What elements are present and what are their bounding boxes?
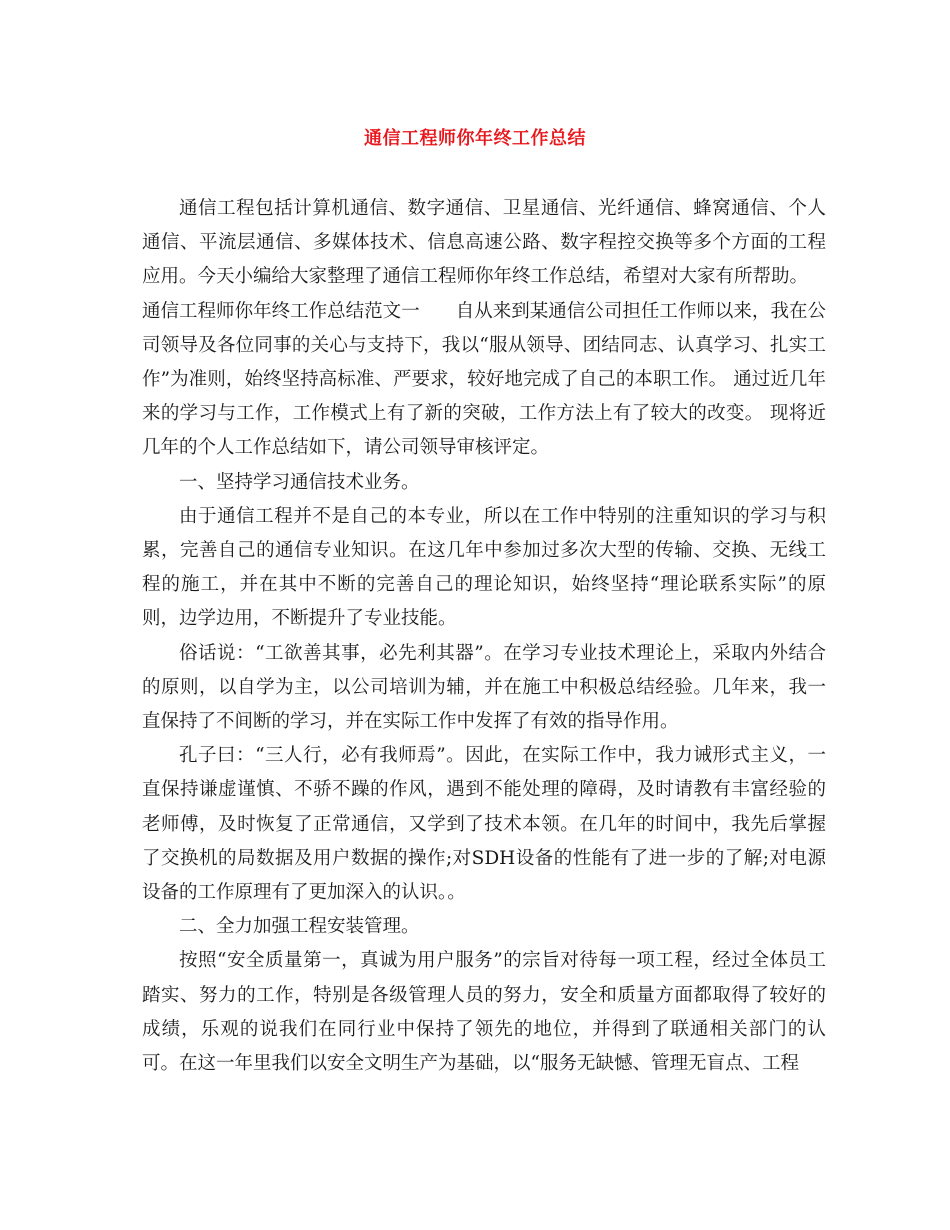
paragraph-heading-2: 二、全力加强工程安装管理。 (179, 916, 420, 938)
sample-heading: 通信工程师你年终工作总结范文一 (142, 300, 420, 322)
document-title: 通信工程师你年终工作总结 (364, 128, 586, 149)
paragraph-management: 按照“安全质量第一，真诚为用户服务”的宗旨对待每一项工程，经过全体员工踏实、努力的工作，特别是各级管理人员的努力，安全和质量方面都取得了较好的成绩，乐观的说我们在同行业中保持了领先的地位，并得到了联通相关部门的认可。在这一年里我们以安全文明生产为基础，以“服务无缺憾、管理无盲点、工程 (142, 950, 826, 1075)
paragraph-intro: 通信工程包括计算机通信、数字通信、卫星通信、光纤通信、蜂窝通信、个人通信、平流层通信、多媒体技术、信息高速公路、数字程控交换等多个方面的工程应用。今天小编给大家整理了通信工程师你年终工作总结，希望对大家有所帮助。 (142, 198, 826, 288)
paragraph-proverb: 俗话说：“工欲善其事，必先利其器”。在学习专业技术理论上，采取内外结合的原则，以自学为主，以公司培训为辅，并在施工中积极总结经验。几年来，我一直保持了不间断的学习，并在实际工作中发挥了有效的指导作用。 (142, 642, 826, 733)
document-body (142, 192, 826, 1081)
paragraph-study: 由于通信工程并不是自己的本专业，所以在工作中特别的注重知识的学习与积累，完善自己的通信专业知识。在这几年中参加过多次大型的传输、交换、无线工程的施工，并在其中不断的完善自己的理论知识，始终坚持“理论联系实际”的原则，边学边用，不断提升了专业技能。 (142, 505, 826, 630)
paragraph-section-heading (142, 295, 826, 466)
paragraph-heading-1: 一、坚持学习通信技术业务。 (179, 471, 420, 493)
paragraph-opening: 自从来到某通信公司担任工作师以来，我在公司领导及各位同事的关心与支持下，我以“服从领导、团结同志、认真学习、扎实工作”为准则，始终坚持高标准、严要求，较好地完成了自己的本职工作。 通过近几年来的学习与工作，工作模式上有了新的突破，工作方法上有了较大的改变。 现将近几年的个人工作总结如下，请公司领导审核评定。 (142, 300, 826, 459)
paragraph-confucius: 孔子曰：“三人行，必有我师焉”。因此，在实际工作中，我力诫形式主义，一直保持谦虚谨慎、不骄不躁的作风，遇到不能处理的障碍，及时请教有丰富经验的老师傅，及时恢复了正常通信，又学到了技术本领。在几年的时间中，我先后掌握了交换机的局数据及用户数据的操作;对SDH设备的性能有了进一步的了解;对电源设备的工作原理有了更加深入的认识。。 (142, 745, 826, 904)
